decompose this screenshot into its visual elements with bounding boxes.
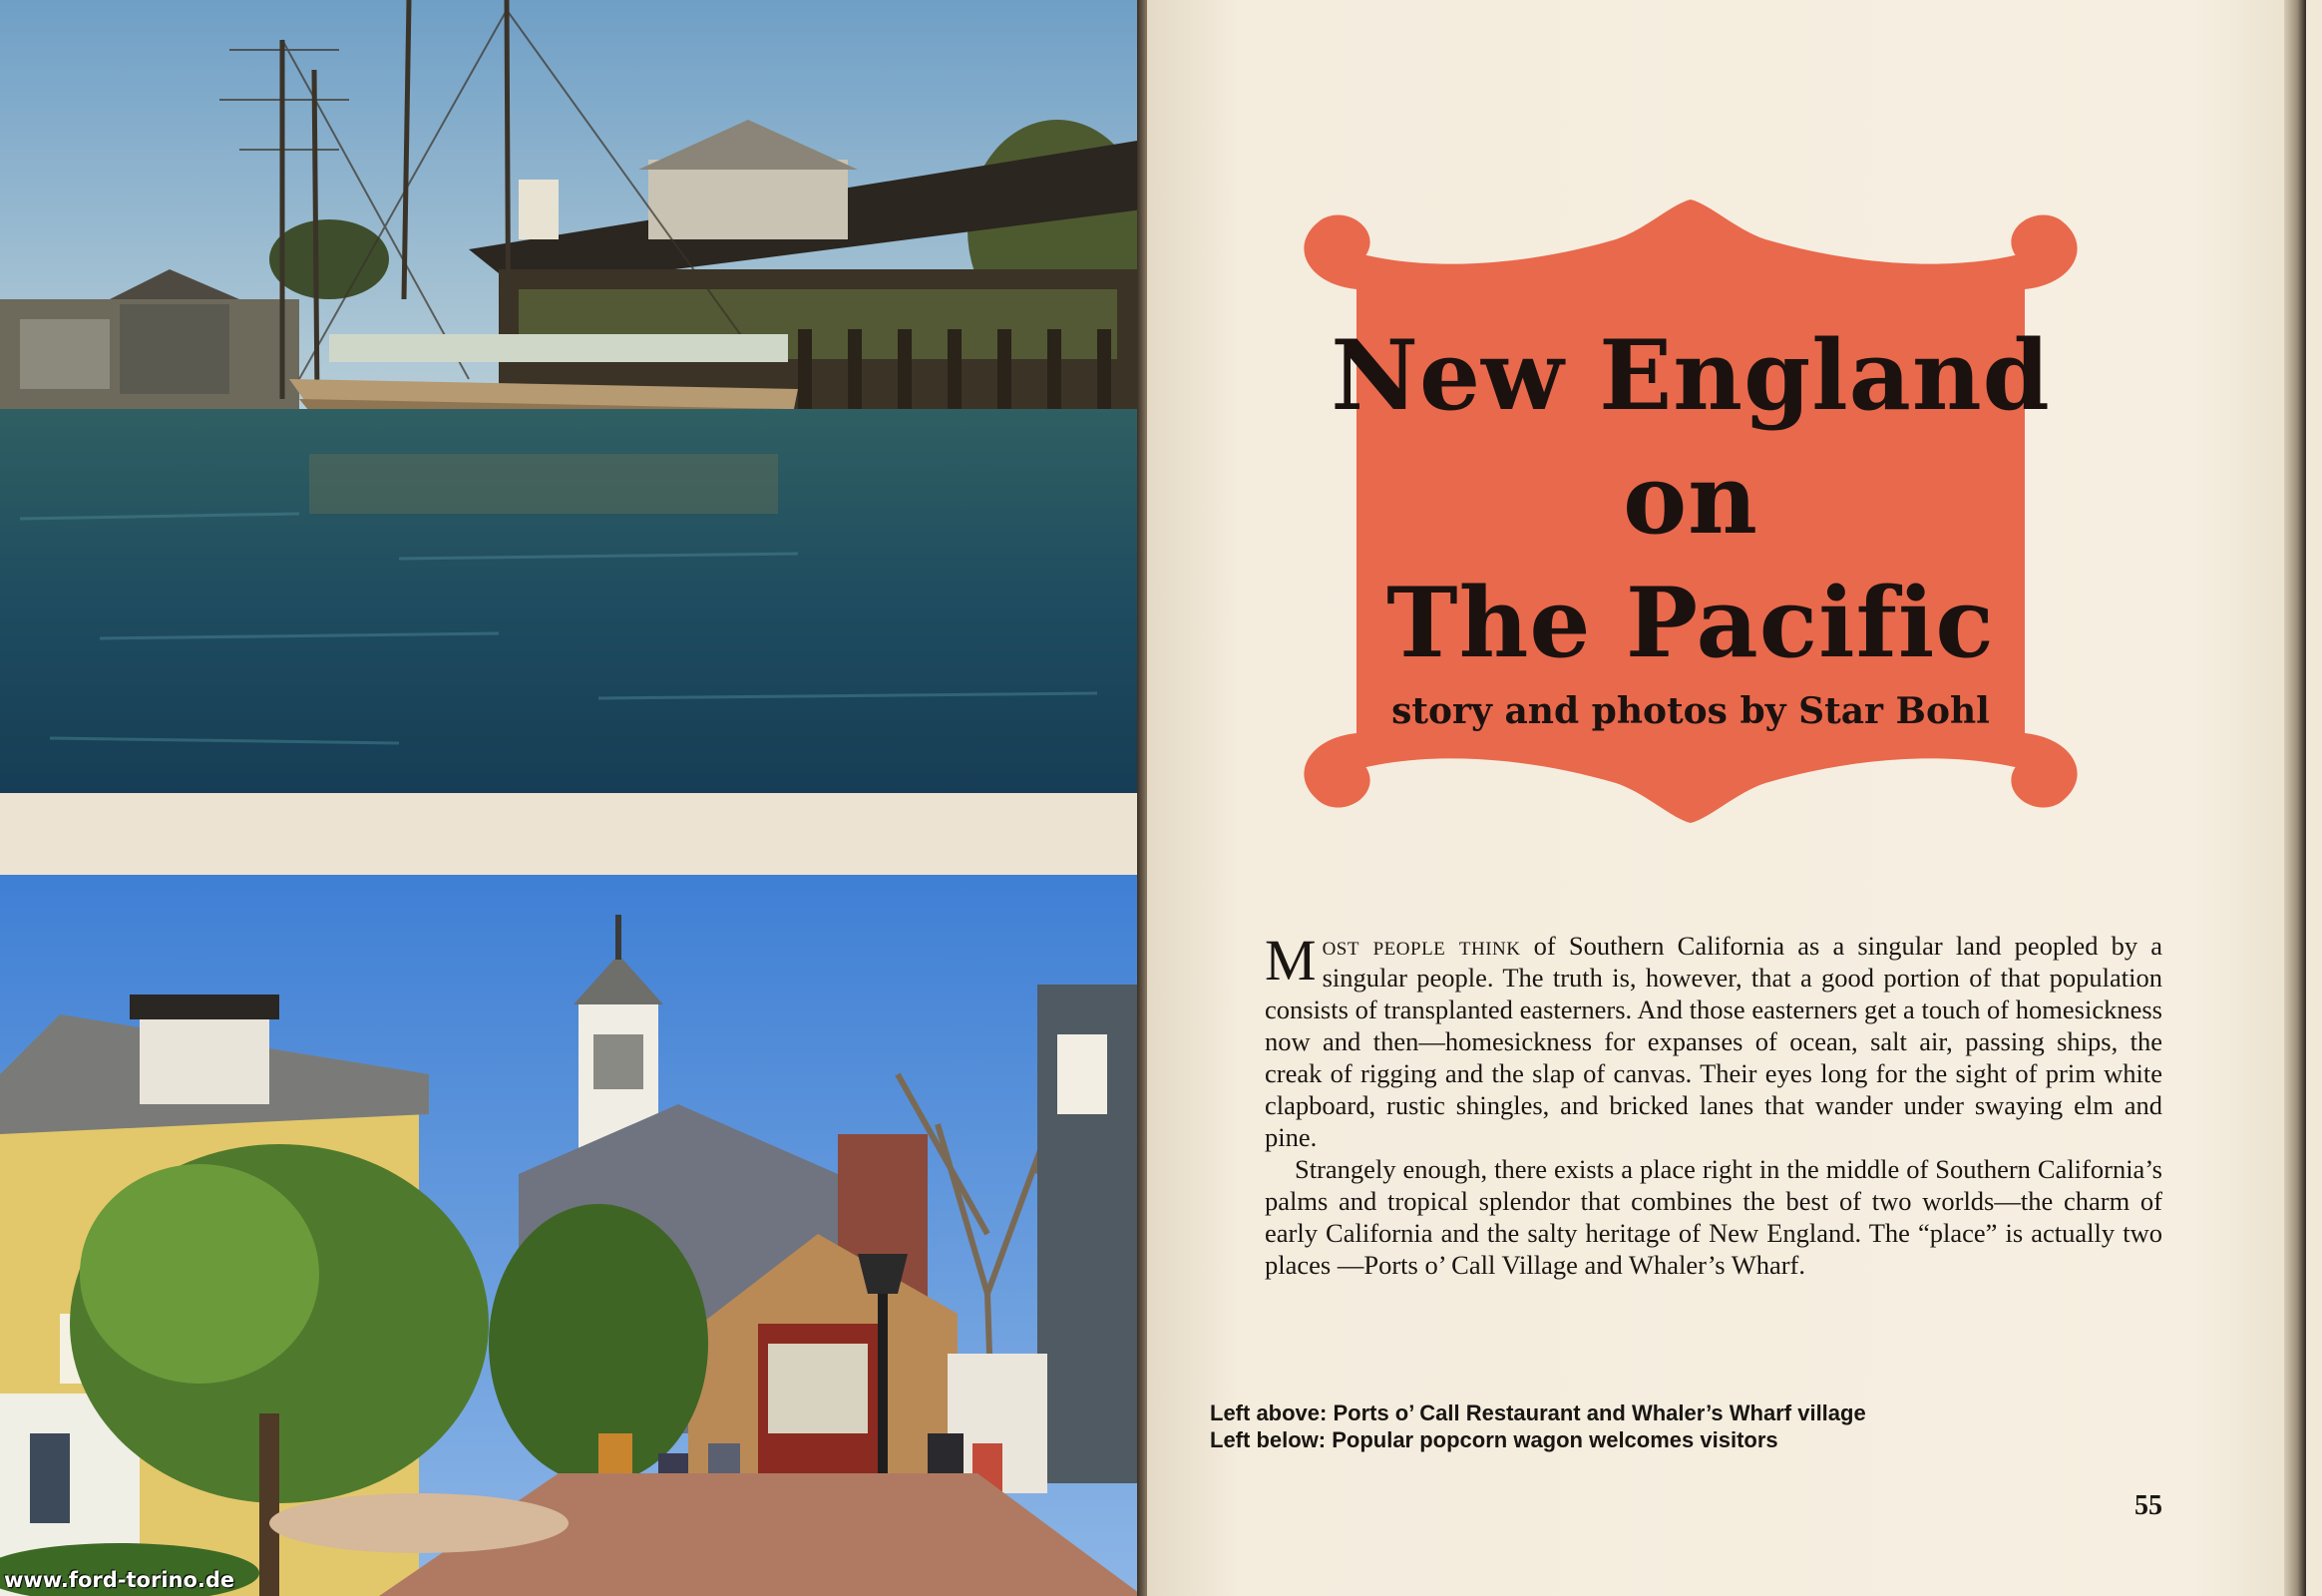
article-title: New England on The Pacific — [1331, 319, 2051, 679]
page-edge — [2284, 0, 2306, 1596]
site-watermark: www.ford-torino.de — [4, 1568, 235, 1592]
photo-captions — [1210, 1399, 2108, 1453]
village-photo — [0, 875, 1143, 1596]
harbor-photo — [0, 0, 1143, 793]
caption-above: Left above: Ports o’ Call Restaurant and Whaler’s Wharf village — [1210, 1400, 1866, 1425]
paragraph-1 — [1265, 930, 2162, 1153]
left-page — [0, 0, 1145, 1596]
drop-cap: M — [1265, 928, 1317, 993]
caption-below: Left below: Popular popcorn wagon welcomes visitors — [1210, 1427, 1778, 1452]
title-banner — [1287, 200, 2095, 823]
page-number: 55 — [2134, 1490, 2162, 1521]
article-byline: story and photos by Star Bohl — [1391, 690, 1990, 732]
paragraph-2: Strangely enough, there exists a place right in the middle of Southern California’s palms and tropical splendor that combines the best of two worlds—the charm of early California and the salty heritage of New England. The “place” is actually two places —Ports o’ Call Village and Whaler’s Wharf. — [1265, 1154, 2162, 1280]
article-body — [1265, 930, 2162, 1281]
right-page — [1147, 0, 2306, 1596]
lead-in: ost people think — [1322, 931, 1521, 961]
paragraph-1-text: of Southern California as a singular land peopled by a singular people. The truth is, however, that a good portion of that population consists of transplanted easterners. And those easterners get a touch of homesickness now and then—homesickness for expanses of ocean, salt air, passing ships, the creak of rigging and the slap of canvas. Their eyes long for the sight of prim white clapboard, rustic shingles, and bricked lanes that wander under swaying elm and pine. — [1265, 931, 2163, 1152]
